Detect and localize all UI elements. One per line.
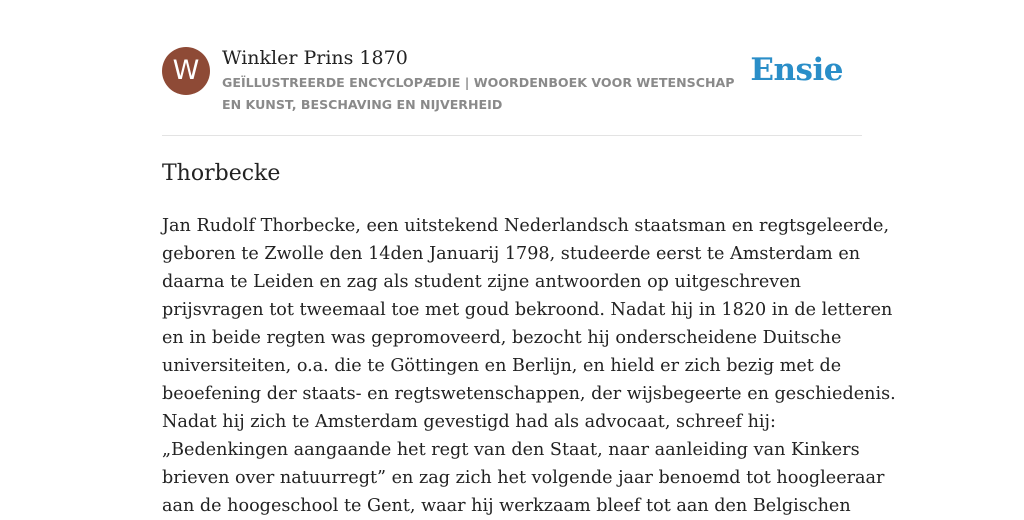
header-divider	[162, 135, 862, 136]
article-body-line: aan de hoogeschool te Gent, waar hij werkzaam bleef tot aan den Belgischen	[162, 496, 851, 516]
article-body-line: prijsvragen tot tweemaal toe met goud bekroond. Nadat hij in 1820 in de letteren	[162, 300, 893, 320]
article-body-line: beoefening der staats- en regtswetenschappen, der wijsbegeerte en geschiedenis.	[162, 384, 896, 404]
ensie-logo[interactable]: Ensie	[750, 52, 843, 88]
article-body-line: brieven over natuurregt” en zag zich het volgende jaar benoemd tot hoogleeraar	[162, 468, 885, 488]
article-body-line: universiteiten, o.a. die te Göttingen en Berlijn, en hield er zich bezig met de	[162, 356, 842, 376]
article-body-line: daarna te Leiden en zag als student zijne antwoorden op uitgeschreven	[162, 272, 801, 292]
article-body-line: „Bedenkingen aangaande het regt van den Staat, naar aanleiding van Kinkers	[162, 440, 860, 460]
article-body-line: geboren te Zwolle den 14den Januarij 1798, studeerde eerst te Amsterdam en	[162, 244, 861, 264]
source-avatar[interactable]: W	[162, 47, 210, 95]
source-title[interactable]: Winkler Prins 1870	[222, 47, 408, 69]
article-body-line: Nadat hij zich te Amsterdam gevestigd had als advocaat, schreef hij:	[162, 412, 776, 432]
source-subtitle: GEÏLLUSTREERDE ENCYCLOPÆDIE | WOORDENBOEK VOOR WETENSCHAP EN KUNST, BESCHAVING EN NIJVERHEID	[222, 75, 735, 112]
article-body-line: en in beide regten was gepromoveerd, bezocht hij onderscheidene Duitsche	[162, 328, 842, 348]
source-header	[162, 46, 862, 136]
article-title: Thorbecke	[162, 161, 281, 186]
article-body	[162, 212, 896, 520]
article-body-line: Jan Rudolf Thorbecke, een uitstekend Nederlandsch staatsman en regtsgeleerde,	[162, 216, 890, 236]
